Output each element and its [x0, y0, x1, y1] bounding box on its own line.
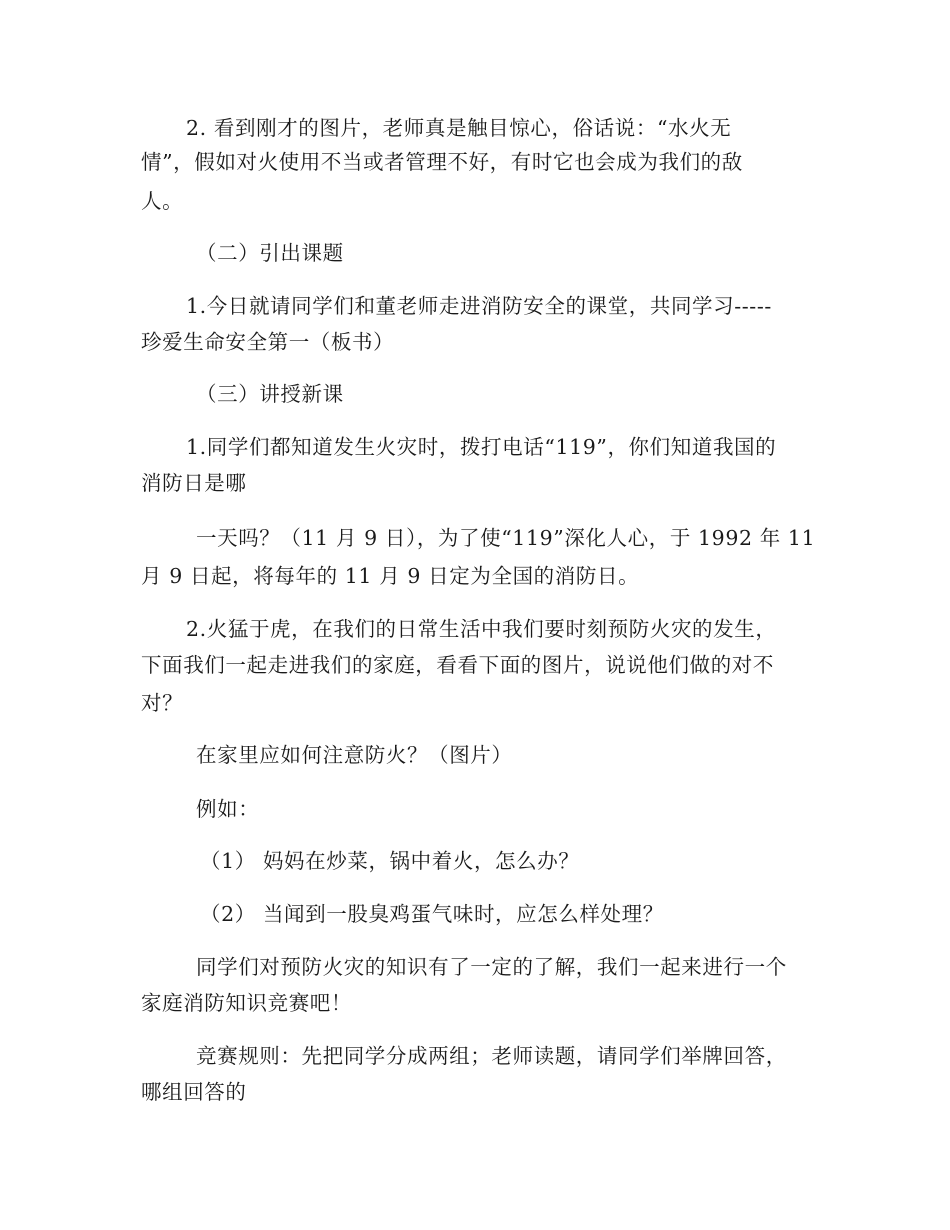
paragraph-line: 情”，假如对火使用不当或者管理不好，有时它也会成为我们的敌 — [141, 150, 743, 174]
paragraph-line: 2.火猛于虎，在我们的日常生活中我们要时刻预防火灾的发生， — [186, 617, 777, 641]
paragraph-line: 下面我们一起走进我们的家庭，看看下面的图片，说说他们做的对不 — [141, 653, 774, 677]
section-heading: （二）引出课题 — [196, 241, 344, 265]
paragraph-line: 1.今日就请同学们和董老师走进消防安全的课堂，共同学习----- — [186, 294, 772, 318]
paragraph-line: 对？ — [141, 691, 184, 715]
paragraph-line: 一天吗？（11 月 9 日），为了使“119”深化人心，于 1992 年 11 — [196, 526, 816, 550]
list-item: （1） 妈妈在炒菜，锅中着火，怎么办？ — [200, 849, 580, 873]
paragraph-line: 消防日是哪 — [141, 471, 247, 495]
paragraph-line: 珍爱生命安全第一（板书） — [141, 330, 395, 354]
paragraph-line: 在家里应如何注意防火？（图片） — [196, 743, 513, 767]
list-item: （2） 当闻到一股臭鸡蛋气味时，应怎么样处理？ — [200, 902, 664, 926]
paragraph-line: 哪组回答的 — [141, 1080, 247, 1104]
section-heading: （三）讲授新课 — [196, 382, 344, 406]
paragraph-line: 2. 看到刚才的图片，老师真是触目惊心，俗话说：“水火无 — [186, 116, 732, 140]
paragraph-line: 例如： — [196, 797, 260, 821]
paragraph-line: 竞赛规则：先把同学分成两组；老师读题，请同学们举牌回答， — [196, 1044, 787, 1068]
paragraph-line: 家庭消防知识竞赛吧！ — [141, 991, 352, 1015]
paragraph-line: 1.同学们都知道发生火灾时，拨打电话“119”，你们知道我国的 — [186, 435, 777, 459]
paragraph-line: 同学们对预防火灾的知识有了一定的了解，我们一起来进行一个 — [196, 955, 787, 979]
paragraph-line: 人。 — [141, 189, 184, 213]
paragraph-line: 月 9 日起，将每年的 11 月 9 日定为全国的消防日。 — [141, 564, 640, 588]
